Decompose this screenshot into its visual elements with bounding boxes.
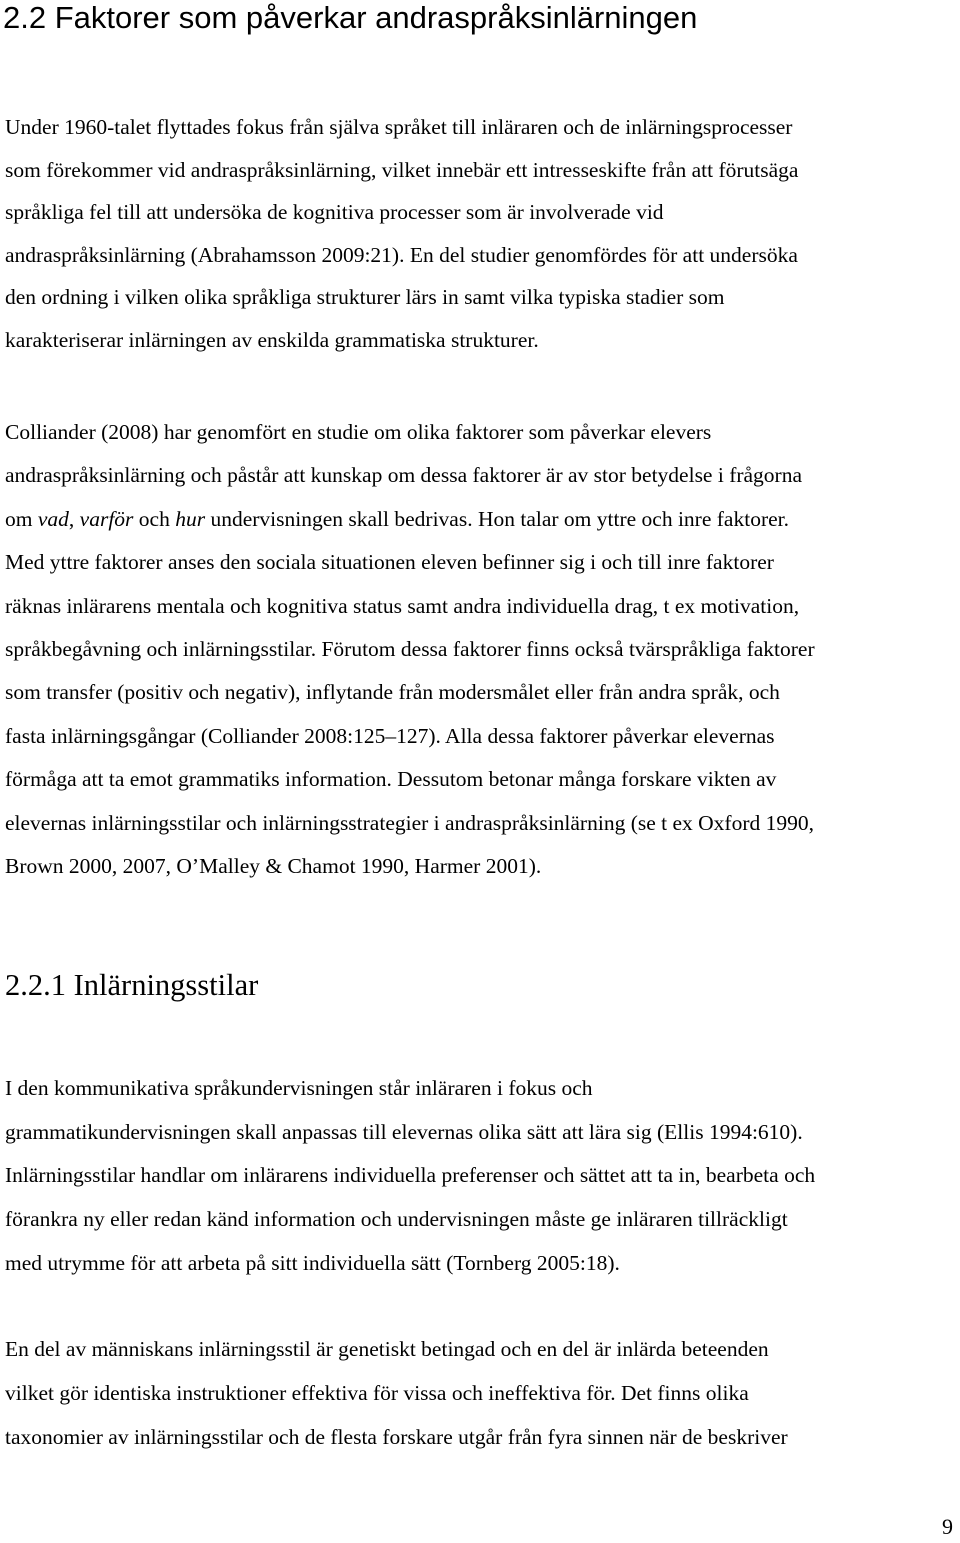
text-fragment: undervisningen skall bedrivas. Hon talar om yttre och inre faktorer. [205, 506, 789, 531]
text-line: fasta inlärningsgångar (Colliander 2008:125–127). Alla dessa faktorer påverkar elevernas [5, 723, 775, 748]
paragraph-genetic-styles [5, 1328, 788, 1459]
text-line: språkbegåvning och inlärningsstilar. Förutom dessa faktorer finns också tvärspråkliga faktorer [5, 637, 815, 662]
text-line: grammatikundervisningen skall anpassas till elevernas olika sätt att lära sig (Ellis 1994:610). [5, 1119, 803, 1144]
emphasis-varfor: varför [79, 506, 134, 531]
paragraph-learning-styles [5, 1067, 815, 1286]
text-fragment: , [68, 506, 80, 531]
text-line: taxonomier av inlärningsstilar och de flesta forskare utgår från fyra sinnen när de beskriver [5, 1424, 788, 1449]
text-line: vilket gör identiska instruktioner effektiva för vissa och ineffektiva för. Det finns olika [5, 1380, 749, 1405]
text-line: Under 1960-talet flyttades fokus från själva språket till inläraren och de inlärningsprocesser [5, 115, 793, 139]
text-line: med utrymme för att arbeta på sitt individuella sätt (Tornberg 2005:18). [5, 1250, 620, 1275]
text-line: En del av människans inlärningsstil är genetiskt betingad och en del är inlärda beteenden [5, 1337, 769, 1361]
text-line: karakteriserar inlärningen av enskilda grammatiska strukturer. [5, 327, 539, 352]
emphasis-vad: vad [37, 506, 69, 531]
text-line-with-emphasis [5, 498, 815, 541]
text-fragment: och [133, 506, 176, 531]
text-line: Colliander (2008) har genomfört en studie om olika faktorer som påverkar elevers [5, 420, 712, 444]
text-line: räknas inlärarens mentala och kognitiva status samt andra individuella drag, t ex motivation, [5, 593, 800, 618]
text-line: förankra ny eller redan känd information och undervisningen måste ge inläraren tillräckligt [5, 1207, 788, 1232]
emphasis-hur: hur [175, 506, 206, 531]
text-line: andraspråksinlärning och påstår att kunskap om dessa faktorer är av stor betydelse i frågorna [5, 463, 803, 488]
subsection-heading: 2.2.1 Inlärningsstilar [5, 968, 259, 1002]
text-line: I den kommunikativa språkundervisningen står inläraren i fokus och [5, 1076, 593, 1100]
text-line: andraspråksinlärning (Abrahamsson 2009:21). En del studier genomfördes för att undersöka [5, 242, 798, 267]
paragraph-factors-intro [5, 106, 798, 362]
section-heading: 2.2 Faktorer som påverkar andraspråksinlärningen [3, 0, 698, 35]
page-number: 9 [942, 1514, 953, 1539]
text-line: som förekommer vid andraspråksinlärning, vilket innebär ett intresseskifte från att förutsäga [5, 157, 799, 182]
text-line: elevernas inlärningsstilar och inlärningsstrategier i andraspråksinlärning (se t ex Oxford 1990, [5, 810, 815, 835]
text-line: den ordning i vilken olika språkliga strukturer lärs in samt vilka typiska stadier som [5, 285, 725, 310]
paragraph-colliander [5, 411, 815, 888]
text-line: språkliga fel till att undersöka de kognitiva processer som är involverade vid [5, 200, 664, 225]
text-line: som transfer (positiv och negativ), inflytande från modersmålet eller från andra språk, och [5, 680, 780, 705]
text-line: förmåga att ta emot grammatiks information. Dessutom betonar många forskare vikten av [5, 767, 777, 792]
text-line: Med yttre faktorer anses den sociala situationen eleven befinner sig i och till inre faktorer [5, 550, 774, 575]
text-line: Brown 2000, 2007, O’Malley & Chamot 1990, Harmer 2001). [5, 854, 542, 879]
text-line: Inlärningsstilar handlar om inlärarens individuella preferenser och sättet att ta in, bearbeta och [5, 1163, 816, 1188]
text-fragment: om [5, 506, 38, 531]
